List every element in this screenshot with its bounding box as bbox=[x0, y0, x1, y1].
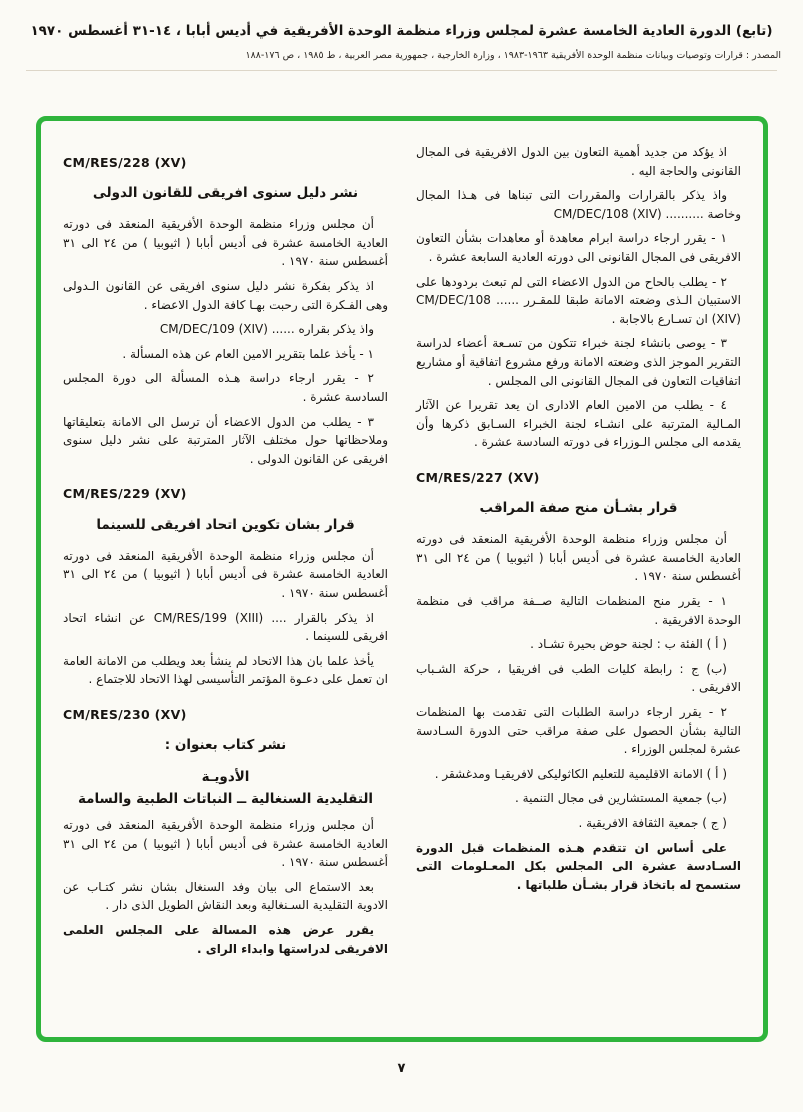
paragraph: ٢ - يطلب بالحاح من الدول الاعضاء التى لم تبعث بردودها على الاستبيان الـذى وضعته الامانة طبقا للمقـرر ...... CM/DEC/108 (XIV) ان تسـارع بالاجابة . bbox=[416, 274, 741, 326]
section-heading: الأدويـة bbox=[201, 769, 250, 786]
column-right bbox=[416, 137, 741, 1021]
source-line: المصدر : قرارات وتوصيات وبيانات منظمة الوحدة الأفريقية ١٩٦٣-١٩٨٣ ، وزارة الخارجية ، جمهورية مصر العربية ، ط ١٩٨٥ ، ص ١٧٦-١٨٨ bbox=[245, 49, 781, 61]
section-heading: التقليدية السنغالية ــ النباتات الطبية والسامة bbox=[77, 791, 374, 808]
document-frame bbox=[36, 116, 768, 1042]
paragraph: ( أ ) الامانة الاقليمية للتعليم الكاثوليكى لافريقيـا ومدغشقر . bbox=[434, 766, 727, 781]
paragraph: واذ يذكر بقراره ...... CM/DEC/109 (XIV) bbox=[159, 322, 374, 337]
paragraph: أن مجلس وزراء منظمة الوحدة الأفريقية المنعقد فى دورته العادية الخامسة عشرة فى أديس أبابا ( اثيوبيا ) من ٢٤ الى ٣١ أغسطس سنة ١٩٧٠ . bbox=[63, 217, 388, 269]
page-number: ٧ bbox=[397, 1061, 406, 1076]
paragraph: ١ - يقرر ارجاء دراسة ابرام معاهدة أو معاهدات بشأن التعاون الافريقى فى المجال القانونى الى دورته العادية السابعة عشرة . bbox=[416, 231, 741, 264]
section-heading: قرار بشـأن منح صفة المراقب bbox=[479, 500, 678, 517]
columns bbox=[63, 137, 741, 1021]
paragraph: اذ يذكر بفكرة نشر دليل سنوى افريقى عن القانون الـدولى وهى الفـكرة التى رحبت بهـا كافة الدول الاعضاء . bbox=[63, 279, 388, 312]
paragraph: ٤ - يطلب من الامين العام الادارى ان يعد تقريرا عن الآثار المـالية المترتبة على انشـاء لجنة الخبراء السـابق ذكرها وأن يقدمه الى مجلس الـوزراء فى دورته السادسة عشرة . bbox=[416, 398, 741, 450]
resolution-code: CM/RES/228 (XV) bbox=[63, 155, 187, 170]
resolution-code: CM/RES/230 (XV) bbox=[63, 706, 187, 722]
paragraph: واذ يذكر بالقرارات والمقررات التى تبناها فى هـذا المجال وخاصة .......... CM/DEC/108 (XIV) bbox=[416, 188, 741, 221]
resolution-code: CM/RES/229 (XV) bbox=[63, 486, 187, 502]
paragraph: ٢ - يقرر ارجاء دراسة الطلبات التى تقدمت بها المنظمات التالية بشأن الحصول على صفة مراقب حتى الدورة السـادسة عشرة لمجلس الوزراء . bbox=[416, 704, 741, 757]
paragraph: ١ - يقرر منح المنظمات التالية صــفة مراقب فى منظمة الوحدة الافريقية . bbox=[416, 593, 741, 627]
header-divider bbox=[26, 70, 777, 71]
paragraph: اذ يؤكد من جديد أهمية التعاون بين الدول الافريقية فى المجال القانونى والحاجة اليه . bbox=[416, 145, 741, 178]
paragraph: ٣ - يطلب من الدول الاعضاء أن ترسل الى الامانة بتعليقاتها وملاحظاتها حول مختلف الآثار المترتبة على نشر دليل سنوى افريقى عن القانون الدولى . bbox=[63, 414, 388, 466]
resolution-code: CM/RES/227 (XV) bbox=[416, 469, 540, 485]
paragraph: ( أ ) الفئة ب : لجنة حوض بحيرة تشـاد . bbox=[530, 637, 727, 652]
paragraph: أن مجلس وزراء منظمة الوحدة الأفريقية المنعقد فى دورته العادية الخامسة عشرة فى أديس أبابا ( اثيوبيا ) من ٢٤ الى ٣١ أغسطس سنة ١٩٧٠ . bbox=[63, 548, 388, 600]
section-heading: نشر كتاب بعنوان : bbox=[164, 737, 287, 754]
paragraph: ٣ - يوصى بانشاء لجنة خبراء تتكون من تسـعة أعضاء لدراسة التقرير الموجز الذى وضعته الامانة ورفع مشروع اتفاقية أو مشاريع اتفاقيات التعاون فى المجال القانونى الى المجلس . bbox=[416, 336, 741, 388]
paragraph: بعد الاستماع الى بيان وفد السنغال بشان نشر كتـاب عن الادوية التقليدية السـنغالية وبعد النقاش الطويل الذى دار . bbox=[63, 879, 388, 913]
paragraph: أن مجلس وزراء منظمة الوحدة الأفريقية المنعقد فى دورته العادية الخامسة عشرة فى أديس أبابا ( اثيوبيا ) من ٢٤ الى ٣١ أغسطس سنة ١٩٧٠ . bbox=[416, 532, 741, 584]
section-heading: نشر دليل سنوى افريقى للقانون الدولى bbox=[92, 185, 359, 202]
paragraph: (ب) ج : رابطة كليات الطب فى افريقيا ، حركة الشـباب الافريقى . bbox=[416, 661, 741, 695]
paragraph: يأخذ علما بان هذا الاتحاد لم ينشأ بعد ويطلب من الامانة العامة ان تعمل على دعـوة المؤتمر التأسيسى لهذا الاتحاد للاجتماع . bbox=[63, 653, 388, 687]
paragraph: ( ج ) جمعية الثقافة الافريقية . bbox=[578, 815, 727, 830]
column-left bbox=[63, 137, 388, 1021]
paragraph: ١ - يأخذ علما بتقرير الامين العام عن هذه المسألة . bbox=[122, 346, 374, 361]
paragraph: أن مجلس وزراء منظمة الوحدة الأفريقية المنعقد فى دورته العادية الخامسة عشرة فى أديس أبابا ( اثيوبيا ) من ٢٤ الى ٣١ أغسطس سنة ١٩٧٠ . bbox=[63, 818, 388, 870]
document-title: (تابع) الدورة العادية الخامسة عشرة لمجلس وزراء منظمة الوحدة الأفريقية في أديس أبابا ، ١٤-٣١ أغسطس ١٩٧٠ bbox=[30, 23, 773, 39]
paragraph: (ب) جمعية المستشارين فى مجال التنمية . bbox=[515, 791, 727, 806]
paragraph: ٢ - يقرر ارجاء دراسة هـذه المسألة الى دورة المجلس السادسة عشرة . bbox=[63, 371, 388, 405]
paragraph: يقرر عرض هذه المسالة على المجلس العلمى الافريقى لدراستها وابداء الراى . bbox=[63, 922, 388, 956]
paragraph: اذ يذكر بالقرار .... CM/RES/199 (XIII) عن انشاء اتحاد افريقى للسينما . bbox=[63, 610, 388, 644]
page-header bbox=[0, 0, 803, 77]
section-heading: قرار بشان تكوين اتحاد افريقى للسينما bbox=[96, 516, 355, 533]
paragraph: على أساس ان تتقدم هـذه المنظمات قبل الدورة السـادسة عشرة الى المجلس بكل المعـلومات التى ستسمح له باتخاذ قرار بشـأن طلباتها . bbox=[416, 840, 741, 892]
